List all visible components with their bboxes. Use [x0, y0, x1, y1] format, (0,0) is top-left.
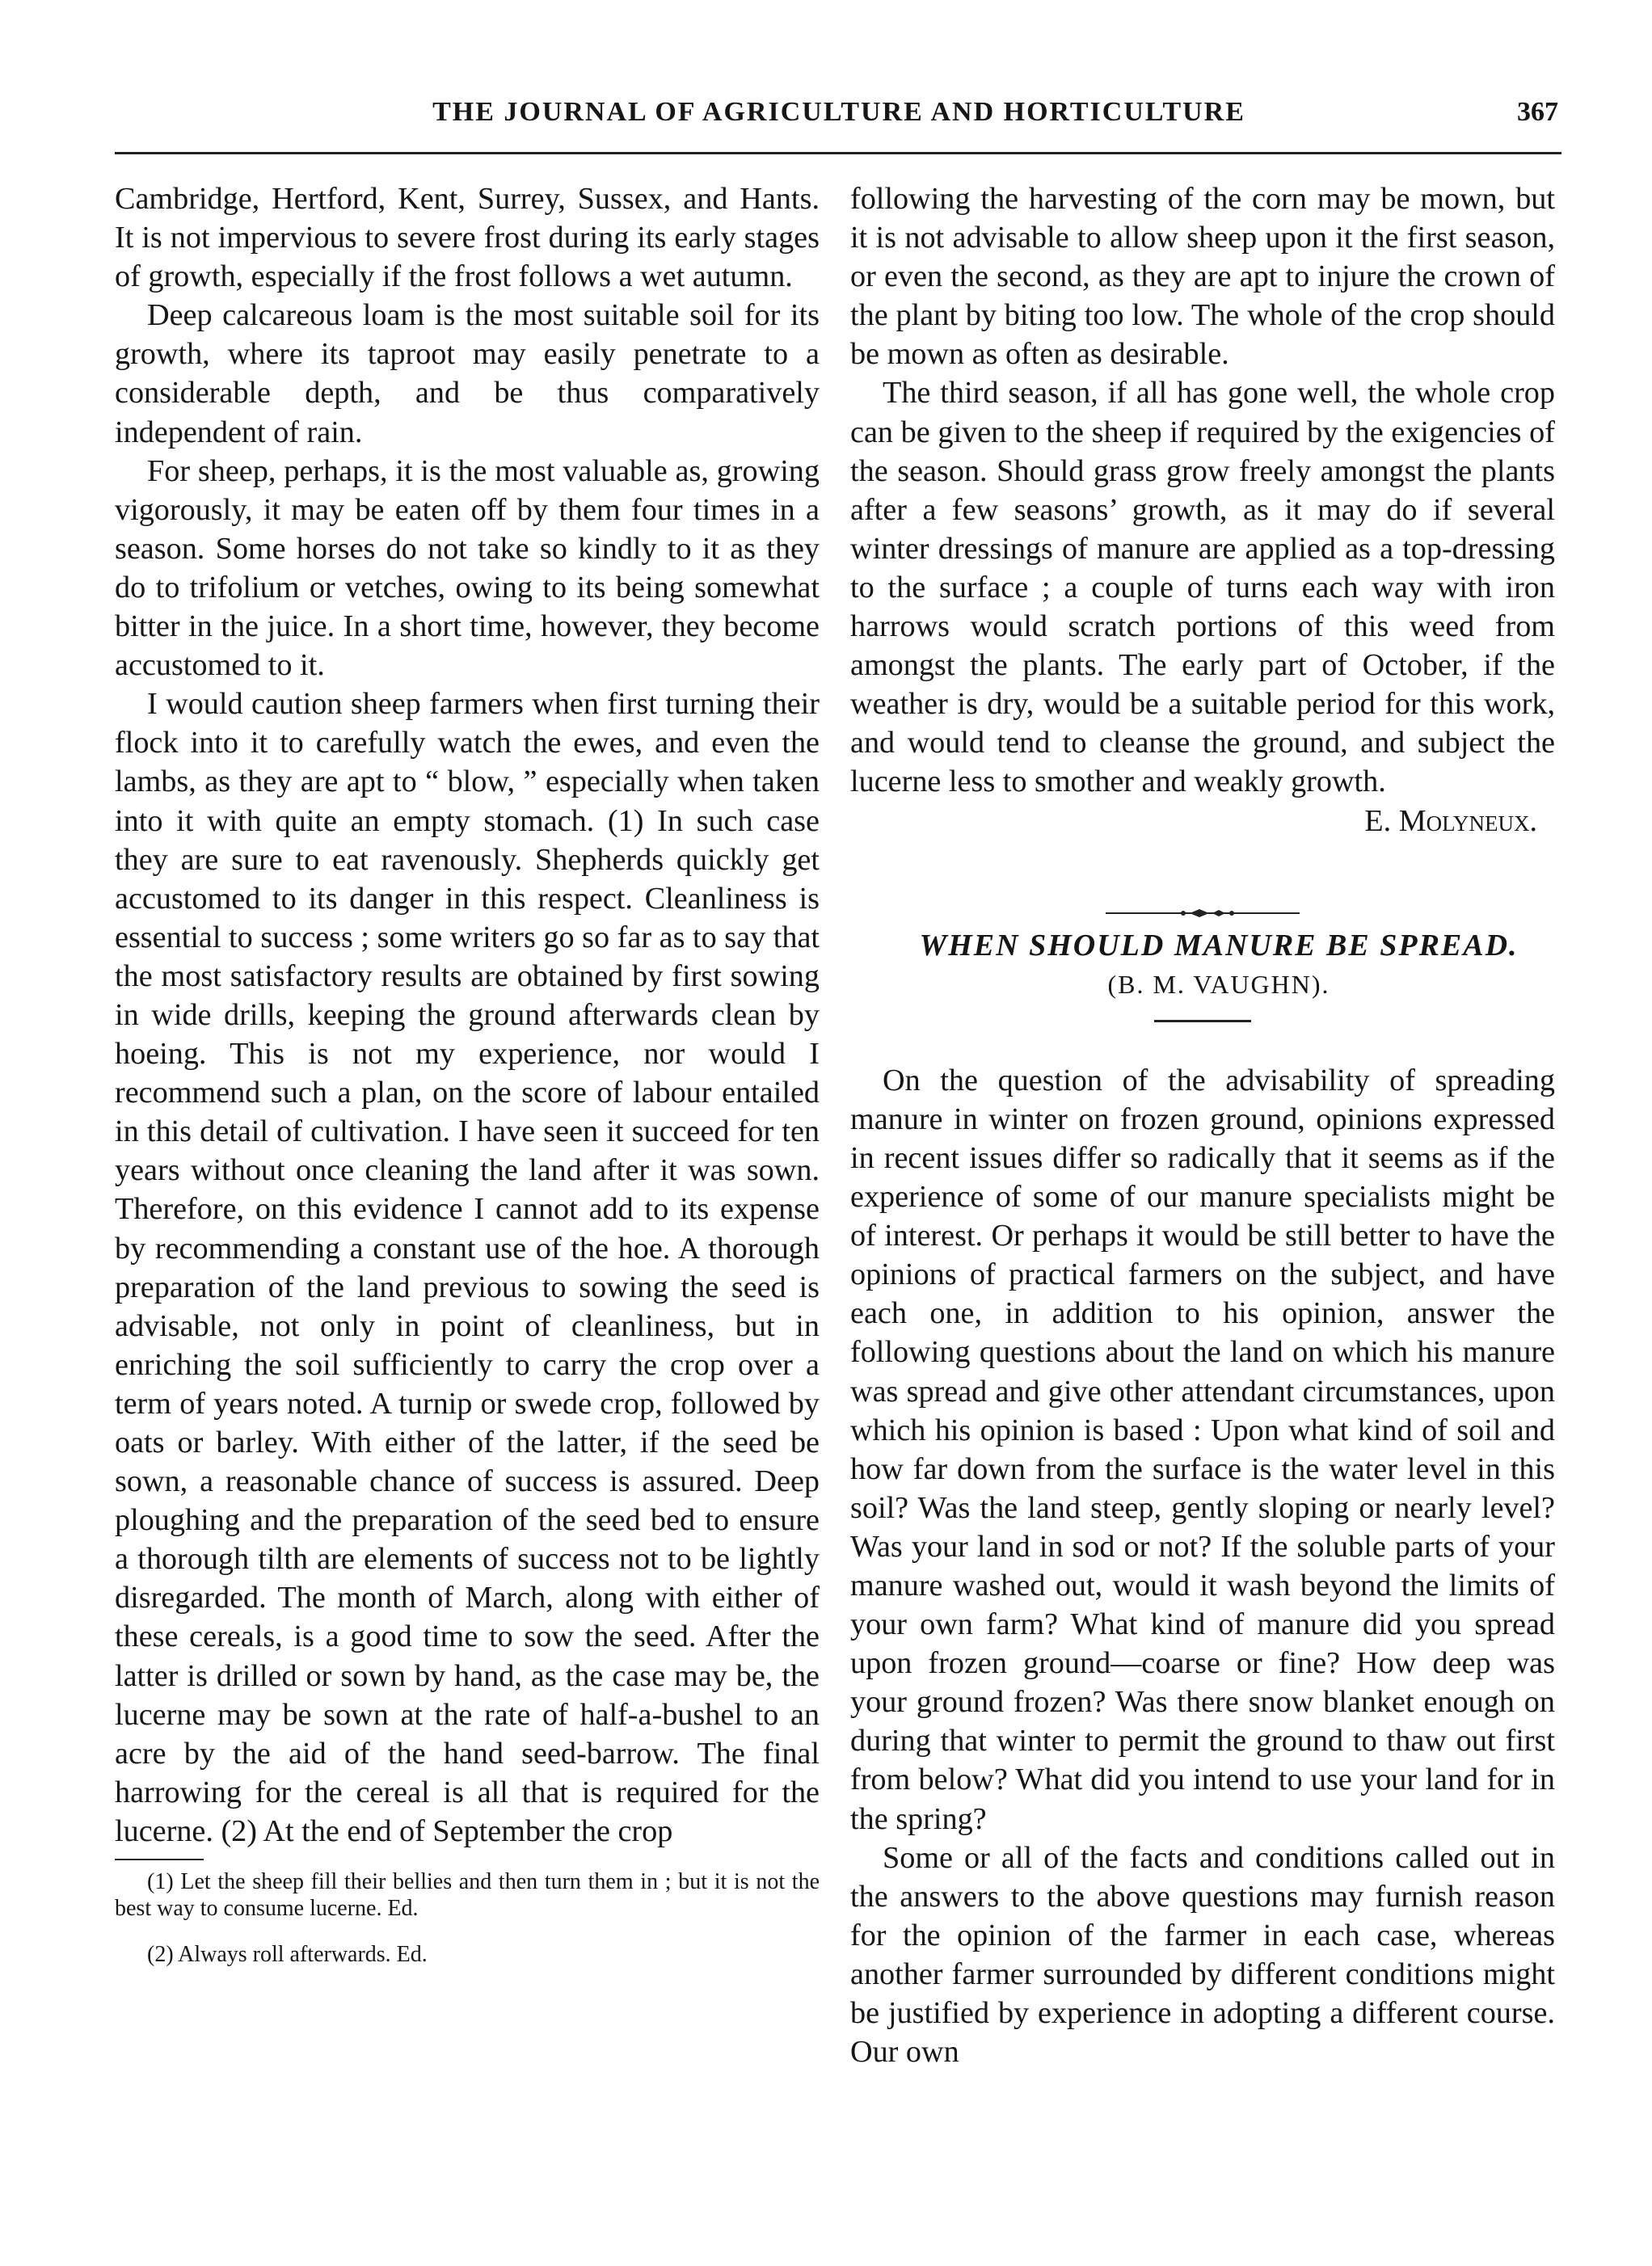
article-title: WHEN SHOULD MANURE BE SPREAD. [919, 928, 1519, 962]
article-author: (B. M. VAUGHN). [1107, 969, 1330, 999]
header-rule [115, 152, 1561, 154]
paragraph: Deep calcareous loam is the most suitable soil for its growth, where its taproot may easily penetrate to a considerable depth, and be thus comparatively independent of rain. [115, 298, 820, 449]
paragraph: Some or all of the facts and conditions called out in the answers to the above questions may furnish reason for the opinion of the farmer in each case, whereas another farmer surrounded by different conditions might be justified by experience in adopting a different course. Our own [850, 1840, 1555, 2070]
footnote-rule [115, 1859, 204, 1860]
section-divider-ornament [850, 889, 1555, 899]
paragraph: following the harvesting of the corn may be mown, but it is not advisable to allow sheep upon it the first season, or even the second, as they are apt to injure the crown of the plant by biting too low. The whole of the crop should be mown as often as desirable. [850, 182, 1555, 372]
running-title: THE JOURNAL OF AGRICULTURE AND HORTICULTURE [432, 97, 1245, 127]
right-column [850, 179, 1555, 2071]
paragraph: The third season, if all has gone well, the whole crop can be given to the sheep if required by the exigencies of the season. Should grass grow freely amongst the plants after a few seasons’ growth, as it may do if several winter dressings of manure are applied as a top-dressing to the surface ; a couple of turns each way with iron harrows would scratch portions of this weed from amongst the plants. The early part of October, if the weather is dry, would be a suitable period for this work, and would tend to cleanse the ground, and subject the lucerne less to smother and weakly growth. [850, 376, 1555, 799]
page-header [120, 97, 1558, 134]
author-signature: E. Molyneux. [1364, 803, 1537, 838]
ornament-icon [1106, 908, 1300, 918]
paragraph: Cambridge, Hertford, Kent, Surrey, Sussex, and Hants. It is not impervious to severe frost during its early stages of growth, especially if the frost follows a wet autumn. [115, 182, 820, 294]
paragraph: On the question of the advisability of spreading manure in winter on frozen ground, opinions expressed in recent issues differ so radically that it seems as if the experience of some of our manure specialists might be of interest. Or perhaps it would be still better to have the opinions of practical farmers on the subject, and have each one, in addition to his opinion, answer the following questions about the land on which his manure was spread and give other attendant circumstances, upon which his opinion is based : Upon what kind of soil and how far down from the surface is the water level in this soil? Was the land steep, gently sloping or nearly level? Was your land in sod or not? If the soluble parts of your manure washed out, would it wash beyond the limits of your own farm? What kind of manure did you spread upon frozen ground—coarse or fine? How deep was your ground frozen? Was there snow blanket enough on during that winter to permit the ground to thaw out first from below? What did you intend to use your land for in the spring? [850, 1063, 1555, 1836]
title-rule [1154, 1020, 1251, 1022]
page-number: 367 [1517, 97, 1558, 127]
footnote-1: (1) Let the sheep fill their bellies and then turn them in ; but it is not the best way to consume lucerne. Ed. [115, 1869, 820, 1922]
paragraph: I would caution sheep farmers when first turning their flock into it to carefully watch the ewes, and even the lambs, as they are apt to “ blow, ” especially when taken into it with quite an empty stomach. (1) In such case they are sure to eat ravenously. Shepherds quickly get accustomed to its danger in this respect. Cleanliness is essential to success ; some writers go so far as to say that the most satisfactory results are obtained by first sowing in wide drills, keeping the ground afterwards clean by hoeing. This is not my experience, nor would I recommend such a plan, on the score of labour entailed in this detail of cultivation. I have seen it succeed for ten years without once cleaning the land after it was sown. Therefore, on this evidence I cannot add to its expense by recommending a constant use of the hoe. A thorough preparation of the land previous to sowing the seed is advisable, not only in point of cleanliness, but in enriching the soil sufficiently to carry the crop over a term of years noted. A turnip or swede crop, followed by oats or barley. With either of the latter, if the seed be sown, a reasonable chance of success is assured. Deep ploughing and the preparation of the seed bed to ensure a thorough tilth are elements of success not to be lightly disregarded. The month of March, along with either of these cereals, is a good time to sow the seed. After the latter is drilled or sown by hand, as the case may be, the lucerne may be sown at the rate of half-a-bushel to an acre by the aid of the hand seed-barrow. The final harrowing for the cereal is all that is required for the lucerne. (2) At the end of September the crop [115, 687, 820, 1848]
footnote-2: (2) Always roll afterwards. Ed. [147, 1942, 428, 1968]
paragraph: For sheep, perhaps, it is the most valuable as, growing vigorously, it may be eaten off by them four times in a season. Some horses do not take so kindly to it as they do to trifolium or vetches, owing to its being somewhat bitter in the juice. In a short time, however, they become accustomed to it. [115, 453, 820, 683]
left-column [115, 179, 820, 1968]
